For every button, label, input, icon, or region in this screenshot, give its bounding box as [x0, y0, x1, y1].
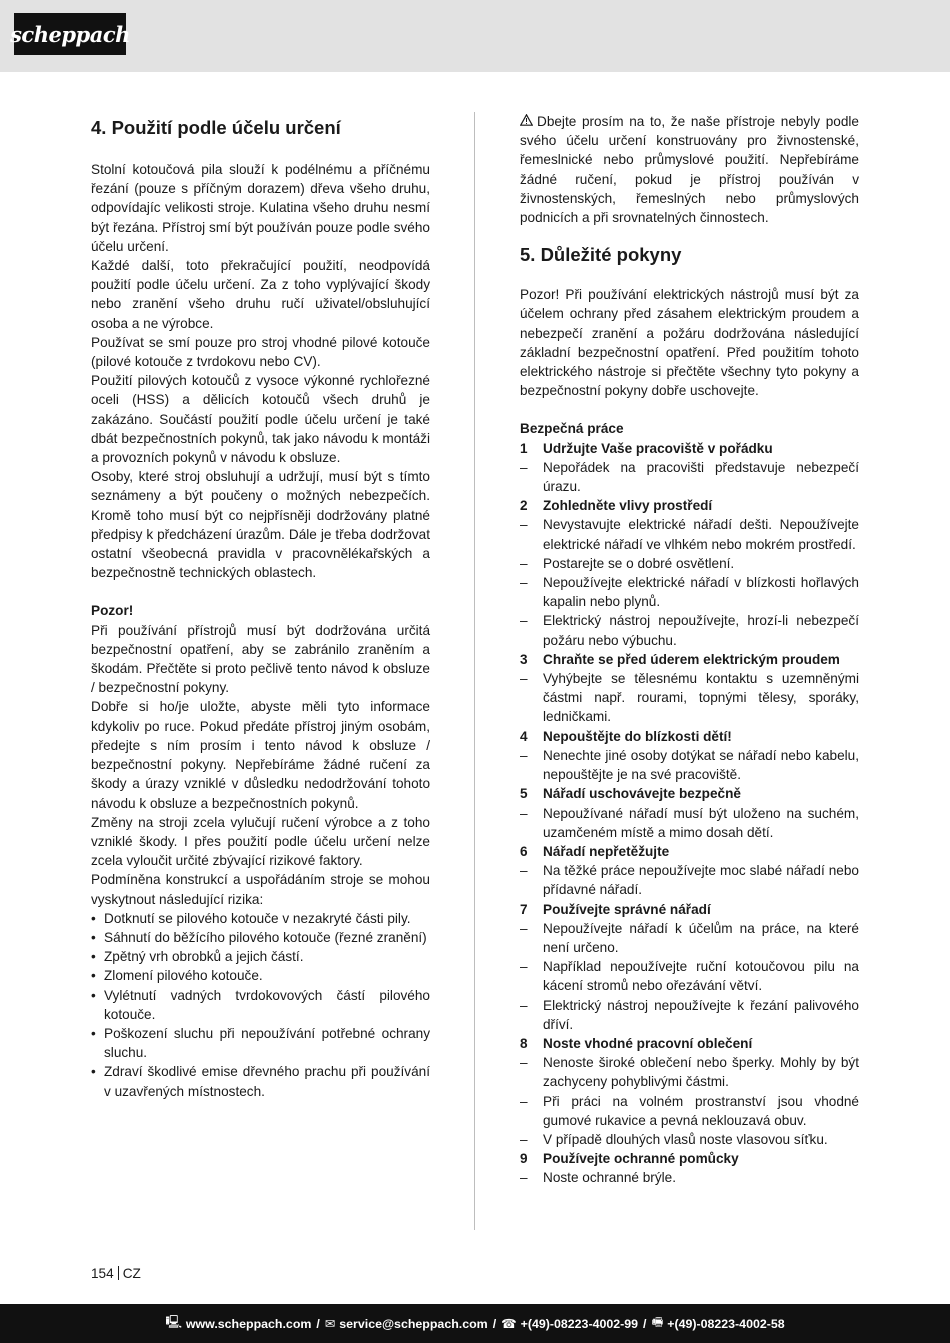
list-item-text: Například nepoužívejte ruční kotoučovou pilu na kácení stromů nebo ořezávání větví.: [543, 959, 859, 994]
list-item-text: Nepoužívejte elektrické nářadí v blízkosti hořlavých kapalin nebo plynů.: [543, 575, 859, 610]
safety-section-heading: [520, 1149, 859, 1168]
dash-marker: –: [520, 1055, 528, 1071]
list-item-text: Nenechte jiné osoby dotýkat se nářadí nebo kabelu, nepouštějte je na své pracoviště.: [543, 747, 859, 783]
paragraph: Použití pilových kotoučů z vysoce výkonné rychlořezné oceli (HSS) a dělicích kotoučů všech druhů je zakázáno. Součástí použití podle účelu určení je také dbát bezpečnostních pokynů, tak jako návodu k montáži a provozních pokynů v návodu k obsluze.: [91, 373, 430, 466]
safety-sections: [520, 439, 859, 1188]
section-number: 3: [520, 651, 528, 667]
list-item: [520, 804, 859, 842]
list-item: [520, 515, 859, 553]
list-item: • Zdraví škodlivé emise dřevného prachu při používání v uzavřených místnostech.: [91, 1062, 430, 1100]
list-item-text: Nepoužívejte nářadí k účelům na práce, na které není určeno.: [543, 920, 859, 955]
list-item: • Dotknutí se pilového kotouče v nezakryté části pily.: [91, 909, 430, 928]
safety-section-heading: [520, 727, 859, 746]
list-item: • Zpětný vrh obrobků a jejich částí.: [91, 947, 430, 966]
safety-section-heading: [520, 900, 859, 919]
warning-paragraph: [520, 112, 859, 227]
list-item-text: V případě dlouhých vlasů noste vlasovou síťku.: [543, 1131, 828, 1147]
list-item: • Vylétnutí vadných tvrdokovových částí pilového kotouče.: [91, 986, 430, 1024]
section-title: Používejte správné nářadí: [543, 901, 711, 917]
page-language: CZ: [122, 1266, 141, 1281]
section-number: 1: [520, 440, 528, 456]
dash-marker: –: [520, 747, 528, 763]
page-number: [91, 1266, 141, 1281]
phone-icon: ☎: [501, 1317, 517, 1331]
header-bar: [0, 0, 950, 72]
dash-marker: –: [520, 1093, 528, 1109]
paragraph: Osoby, které stroj obsluhují a udržují, musí být s tímto seznámeny a být poučeny o možných nebezpečích. Kromě toho musí být co nejpřísněji dodržovány platné předpisy k předcházení úrazům. Dále je třeba dodržovat ostatní všeobecná pravidla v pracovnělékařských a bezpečnostně technických oblastech.: [91, 469, 430, 581]
section-title: Noste vhodné pracovní oblečení: [543, 1035, 753, 1051]
list-item: [520, 919, 859, 957]
footer-email-link[interactable]: service@scheppach.com: [339, 1316, 488, 1331]
risk-list: [91, 909, 430, 1101]
list-item-text: Elektrický nástroj nepoužívejte, hrozí-li nebezpečí požáru nebo výbuchu.: [543, 613, 859, 648]
paragraph: Dobře si ho/je uložte, abyste měli tyto informace kdykoliv po ruce. Pokud předáte přístroj jiným osobám, předejte s ním prosím i tento návod k obsluze / bezpečnostní pokyny. Nepřebíráme žádné ručení za škody a úrazy vzniklé v důsledku nedodržování tohoto návodu k obsluze a bezpečnostních pokynů.: [91, 699, 430, 811]
dash-marker: –: [520, 805, 528, 821]
section-number: 6: [520, 843, 528, 859]
right-column: [520, 112, 859, 1188]
footer-web-link[interactable]: www.scheppach.com: [185, 1316, 312, 1331]
section-number: 4: [520, 728, 528, 744]
safe-work-title: Bezpečná práce: [520, 421, 624, 437]
safety-section-heading: [520, 1034, 859, 1053]
footer-bar: 🖳 www.scheppach.com / ✉ service@scheppach.com / ☎ +(49)-08223-4002-99 / 🖷 +(49)-08223-4002-58: [0, 1304, 950, 1343]
section-title: Nářadí nepřetěžujte: [543, 843, 670, 859]
dash-marker: –: [520, 959, 528, 975]
paragraph: Používat se smí pouze pro stroj vhodné pilové kotouče (pilové kotouče z tvrdokovu nebo CV).: [91, 334, 430, 370]
section-number: 5: [520, 786, 528, 802]
mail-icon: ✉: [324, 1317, 336, 1331]
section-title: Chraňte se před úderem elektrickým proudem: [543, 651, 840, 667]
page-number-value: 154: [91, 1266, 114, 1281]
column-divider: [474, 112, 475, 1230]
list-item: [520, 573, 859, 611]
list-item: [520, 1092, 859, 1130]
left-column: [91, 112, 430, 1101]
list-item: [520, 669, 859, 727]
dash-marker: –: [520, 1131, 528, 1147]
dash-marker: –: [520, 920, 528, 936]
list-item: • Zlomení pilového kotouče.: [91, 966, 430, 985]
dash-marker: –: [520, 613, 528, 629]
list-item-text: Nepořádek na pracovišti představuje nebezpečí úrazu.: [543, 459, 859, 495]
brand-logo: scheppach: [14, 13, 126, 55]
dash-marker: –: [520, 517, 528, 533]
section-number: 9: [520, 1151, 528, 1167]
safety-section-heading: [520, 842, 859, 861]
list-item-text: Nenoste široké oblečení nebo šperky. Mohly by být zachyceny pohyblivými částmi.: [543, 1055, 859, 1090]
list-item: • Poškození sluchu při nepoužívání potřebné ochrany sluchu.: [91, 1024, 430, 1062]
monitor-icon: 🖳: [165, 1315, 182, 1329]
safety-section-heading: [520, 496, 859, 515]
dash-marker: –: [520, 863, 528, 879]
dash-marker: –: [520, 997, 528, 1013]
footer-fax: +(49)-08223-4002-58: [667, 1316, 785, 1331]
list-item: [520, 1053, 859, 1091]
fax-icon: 🖷: [651, 1315, 664, 1329]
paragraph: Změny na stroji zcela vylučují ručení výrobce a z toho vzniklé škody. I přes použití podle účelu určení nelze zcela vyloučit určité zbývající rizikové faktory.: [91, 814, 430, 869]
section-title: Používejte ochranné pomůcky: [543, 1151, 739, 1167]
section-number: 7: [520, 901, 528, 917]
paragraph: Při používání přístrojů musí být dodržována určitá bezpečnostní opatření, aby se zabránilo zraněním a škodám. Přečtěte si proto pečlivě tento návod k obsluze / bezpečnostní pokyny.: [91, 622, 430, 696]
section-number: 2: [520, 498, 528, 514]
list-item: [520, 1130, 859, 1149]
paragraph: Každé další, toto překračující použití, neodpovídá použití podle účelu určení. Za z toho vyplývající škody nebo zranění všeho druhu ručí uživatel/obsluhující osoba a ne výrobce.: [91, 258, 430, 331]
section-5-heading: 5. Důležité pokyny: [520, 244, 682, 266]
list-item: [520, 611, 859, 649]
list-item: [520, 861, 859, 899]
list-item-text: Nepoužívané nářadí musí být uloženo na suchém, uzamčeném místě a mimo dosah dětí.: [543, 805, 859, 840]
list-item-text: Při práci na volném prostranství jsou vhodné gumové rukavice a pevná neklouzavá obuv.: [543, 1093, 859, 1128]
dash-marker: –: [520, 575, 528, 591]
list-item: [520, 554, 859, 573]
footer-phone: +(49)-08223-4002-99: [520, 1316, 639, 1331]
paragraph: Podmíněna konstrukcí a uspořádáním stroje se mohou vyskytnout následující rizika:: [91, 872, 430, 907]
list-item: [520, 996, 859, 1034]
dash-marker: –: [520, 555, 528, 571]
list-item: • Sáhnutí do běžícího pilového kotouče (řezné zranění): [91, 928, 430, 947]
dash-marker: –: [520, 459, 528, 475]
section-number: 8: [520, 1035, 528, 1051]
intro-paragraph: Pozor! Při používání elektrických nástrojů musí být za účelem ochrany před zásahem elektrickým proudem a nebezpečí zranění a požáru dodržována následující základní bezpečnostní opatření. Před použitím tohoto elektrického nástroje si přečtěte všechny tyto pokyny a bezpečnostní pokyny dobře uschovejte.: [520, 287, 859, 399]
pozor-title: Pozor!: [91, 603, 134, 619]
list-item: [520, 1168, 859, 1187]
section-4-heading: 4. Použití podle účelu určení: [91, 117, 341, 138]
safety-section-heading: [520, 650, 859, 669]
list-item: [520, 746, 859, 784]
section-title: Nářadí uschovávejte bezpečně: [543, 786, 741, 802]
list-item: [520, 957, 859, 995]
warning-text: Dbejte prosím na to, že naše přístroje nebyly podle svého účelu určení konstruovány pro živnostenské, řemeslnické nebo průmyslové použití. Nepřebíráme žádné ručení, pokud je přístroj používán v živnostenských, řemeslných nebo průmyslových podnicích a při srovnatelných činnostech.: [520, 114, 859, 226]
list-item-text: Vyhýbejte se tělesnému kontaktu s uzemněnými částmi např. rourami, topnými tělesy, sporáky, ledničkami.: [543, 671, 859, 725]
safety-section-heading: [520, 439, 859, 458]
list-item: [520, 458, 859, 496]
safety-section-heading: [520, 784, 859, 803]
list-item-text: Na těžké práce nepoužívejte moc slabé nářadí nebo přídavné nářadí.: [543, 863, 859, 898]
list-item-text: Postarejte se o dobré osvětlení.: [543, 555, 735, 571]
list-item-text: Noste ochranné brýle.: [543, 1170, 676, 1186]
section-title: Udržujte Vaše pracoviště v pořádku: [543, 440, 773, 456]
section-title: Zohledněte vlivy prostředí: [543, 498, 713, 514]
warning-icon: [520, 112, 534, 131]
dash-marker: –: [520, 671, 528, 687]
paragraph: Stolní kotoučová pila slouží k podélnému a příčnému řezání (pouze s příčným dorazem) dřeva všeho druhu, odpovídajíc velikosti stroje. Kulatina všeho druhu nesmí být řezána. Přístroj smí být používán pouze podle svého účelu určení.: [91, 162, 430, 254]
list-item-text: Elektrický nástroj nepoužívejte k řezání palivového dříví.: [543, 997, 859, 1032]
dash-marker: –: [520, 1170, 528, 1186]
section-title: Nepouštějte do blízkosti dětí!: [543, 728, 732, 744]
list-item-text: Nevystavujte elektrické nářadí dešti. Nepoužívejte elektrické nářadí ve vlhkém nebo mokrém prostředí.: [543, 517, 859, 552]
